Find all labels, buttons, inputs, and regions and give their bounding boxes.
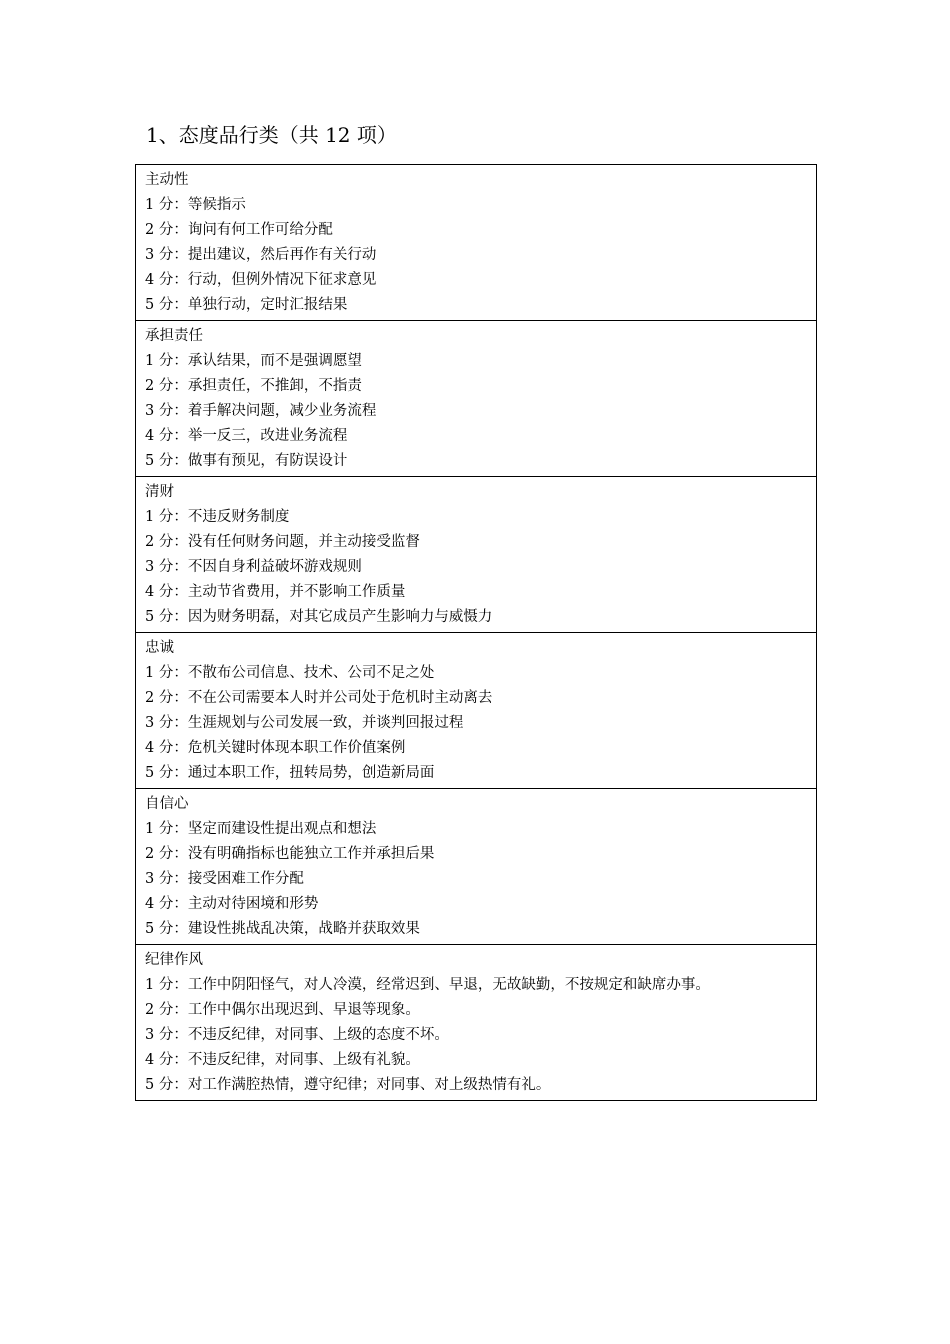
level-line: 2 分：没有任何财务问题，并主动接受监督 <box>145 534 420 550</box>
level-line: 2 分：没有明确指标也能独立工作并承担后果 <box>145 846 435 862</box>
level-line: 3 分：生涯规划与公司发展一致，并谈判回报过程 <box>145 715 464 731</box>
level-line: 3 分：接受困难工作分配 <box>145 871 304 887</box>
section-name: 清财 <box>145 484 174 500</box>
level-line: 1 分：不散布公司信息、技术、公司不足之处 <box>145 665 435 681</box>
level-line: 1 分：坚定而建设性提出观点和想法 <box>145 821 377 837</box>
level-line: 2 分：承担责任，不推卸，不指责 <box>145 378 362 394</box>
section-name: 承担责任 <box>145 328 203 344</box>
level-line: 5 分：通过本职工作，扭转局势，创造新局面 <box>145 765 435 781</box>
level-line: 4 分：主动节省费用，并不影响工作质量 <box>145 584 406 600</box>
level-line: 4 分：主动对待困境和形势 <box>145 896 319 912</box>
section-name: 自信心 <box>145 796 189 812</box>
table-row <box>136 321 817 477</box>
level-line: 1 分：不违反财务制度 <box>145 509 290 525</box>
level-line: 2 分：工作中偶尔出现迟到、早退等现象。 <box>145 1002 420 1018</box>
level-line: 3 分：不违反纪律，对同事、上级的态度不坏。 <box>145 1027 449 1043</box>
section-cell-financial-integrity <box>136 477 817 633</box>
level-line: 4 分：危机关键时体现本职工作价值案例 <box>145 740 406 756</box>
table-row <box>136 945 817 1101</box>
section-name: 纪律作风 <box>145 952 203 968</box>
criteria-table <box>135 164 817 1101</box>
section-cell-loyalty <box>136 633 817 789</box>
level-line: 5 分：单独行动，定时汇报结果 <box>145 297 348 313</box>
level-line: 5 分：因为财务明磊，对其它成员产生影响力与威慑力 <box>145 609 493 625</box>
table-row <box>136 165 817 321</box>
level-line: 1 分：等候指示 <box>145 197 246 213</box>
level-line: 3 分：不因自身利益破坏游戏规则 <box>145 559 362 575</box>
level-line: 4 分：行动，但例外情况下征求意见 <box>145 272 377 288</box>
level-line: 5 分：对工作满腔热情，遵守纪律；对同事、对上级热情有礼。 <box>145 1077 551 1093</box>
section-name: 忠诚 <box>145 640 174 656</box>
level-line: 3 分：提出建议，然后再作有关行动 <box>145 247 377 263</box>
table-row <box>136 477 817 633</box>
section-cell-discipline <box>136 945 817 1101</box>
level-line: 2 分：询问有何工作可给分配 <box>145 222 333 238</box>
section-cell-initiative <box>136 165 817 321</box>
section-name: 主动性 <box>145 172 189 188</box>
table-row <box>136 789 817 945</box>
level-line: 1 分：承认结果，而不是强调愿望 <box>145 353 362 369</box>
section-cell-responsibility <box>136 321 817 477</box>
table-row <box>136 633 817 789</box>
level-line: 5 分：建设性挑战乱决策，战略并获取效果 <box>145 921 420 937</box>
level-line: 1 分：工作中阴阳怪气，对人冷漠，经常迟到、早退，无故缺勤，不按规定和缺席办事。 <box>145 977 710 993</box>
level-line: 4 分：不违反纪律，对同事、上级有礼貌。 <box>145 1052 420 1068</box>
section-cell-confidence <box>136 789 817 945</box>
level-line: 2 分：不在公司需要本人时并公司处于危机时主动离去 <box>145 690 493 706</box>
level-line: 5 分：做事有预见，有防误设计 <box>145 453 348 469</box>
level-line: 4 分：举一反三，改进业务流程 <box>145 428 348 444</box>
level-line: 3 分：着手解决问题，减少业务流程 <box>145 403 377 419</box>
page-title: 1、态度品行类（共 12 项） <box>146 123 397 147</box>
